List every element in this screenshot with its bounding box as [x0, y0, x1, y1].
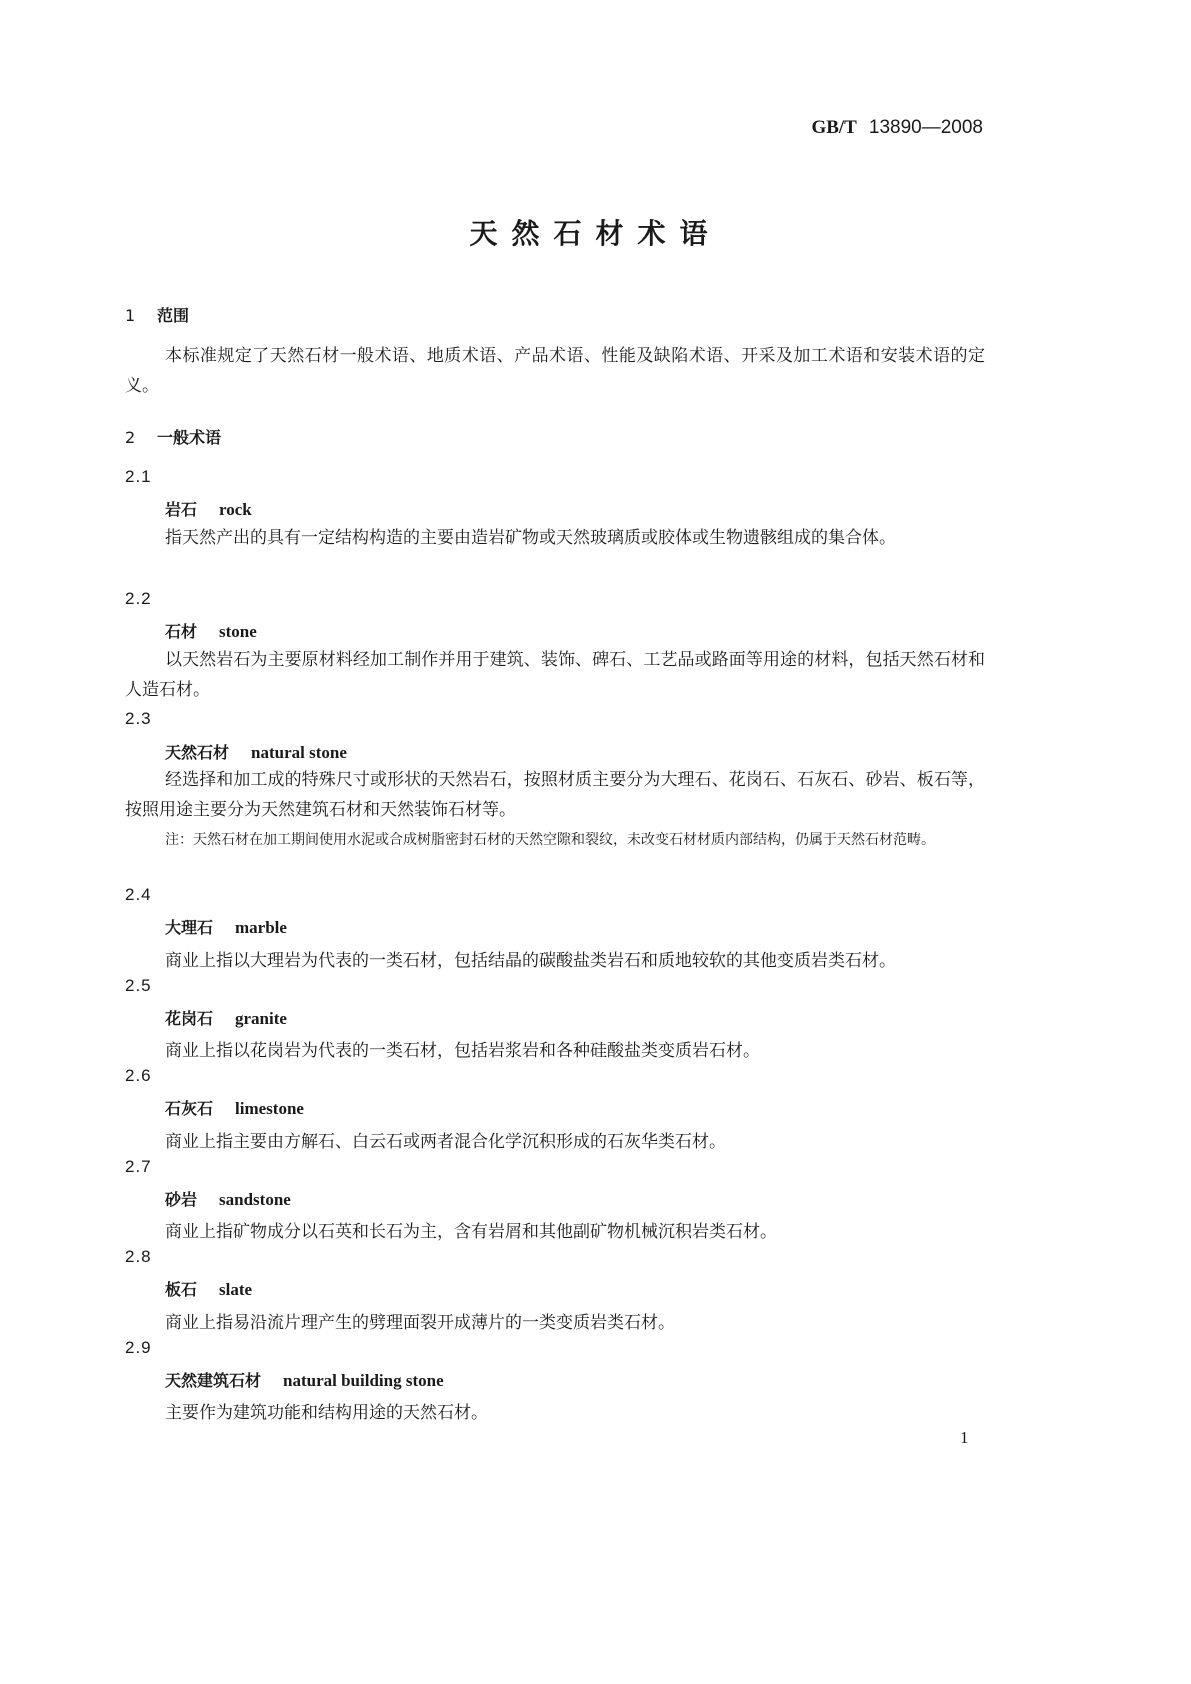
section-number: 2 — [125, 428, 136, 447]
term-en: rock — [219, 500, 252, 519]
term-heading — [165, 1277, 252, 1300]
clause-number: 2.3 — [125, 709, 152, 728]
term-zh: 天然建筑石材 — [165, 1371, 262, 1390]
term-zh: 大理石 — [165, 918, 214, 937]
term-zh: 花岗石 — [165, 1009, 214, 1028]
term-en: granite — [235, 1009, 287, 1028]
term-en: natural stone — [251, 743, 347, 762]
section-heading-general-terms — [125, 425, 221, 448]
term-heading — [165, 1187, 291, 1210]
term-en: sandstone — [219, 1190, 291, 1209]
term-heading — [165, 497, 252, 520]
term-note: 注：天然石材在加工期间使用水泥或合成树脂密封石材的天然空隙和裂纹，未改变石材材质内部结构，仍属于天然石材范畴。 — [165, 832, 935, 848]
term-definition: 商业上指易沿流片理产生的劈理面裂开成薄片的一类变质岩类石材。 — [165, 1313, 675, 1333]
standard-prefix: GB/T — [811, 117, 857, 138]
term-heading — [165, 1368, 444, 1391]
term-definition: 指天然产出的具有一定结构构造的主要由造岩矿物或天然玻璃质或胶体或生物遗骸组成的集合体。 — [165, 528, 896, 548]
term-heading — [165, 915, 287, 938]
term-heading — [165, 740, 347, 763]
clause-number: 2.6 — [125, 1066, 152, 1085]
section-heading-scope — [125, 303, 189, 326]
term-en: marble — [235, 918, 287, 937]
clause-number: 2.1 — [125, 467, 152, 486]
term-zh: 岩石 — [165, 500, 198, 519]
term-definition: 商业上指主要由方解石、白云石或两者混合化学沉积形成的石灰华类石材。 — [165, 1132, 726, 1152]
clause-number: 2.4 — [125, 885, 152, 904]
scope-paragraph: 本标准规定了天然石材一般术语、地质术语、产品术语、性能及缺陷术语、开采及加工术语和安装术语的定义。 — [125, 346, 985, 396]
term-heading — [165, 619, 257, 642]
clause-number: 2.5 — [125, 976, 152, 995]
term-en: limestone — [235, 1099, 304, 1118]
term-definition: 经选择和加工成的特殊尺寸或形状的天然岩石，按照材质主要分为大理石、花岗石、石灰石、砂岩、板石等，按照用途主要分为天然建筑石材和天然装饰石材等。 — [125, 770, 985, 820]
clause-number: 2.7 — [125, 1157, 152, 1176]
standard-code — [811, 116, 983, 139]
term-zh: 板石 — [165, 1280, 198, 1299]
section-title: 一般术语 — [157, 428, 222, 447]
page-number: 1 — [960, 1428, 969, 1447]
term-definition: 商业上指以花岗岩为代表的一类石材，包括岩浆岩和各种硅酸盐类变质岩石材。 — [165, 1041, 760, 1061]
section-title: 范围 — [157, 306, 190, 325]
term-zh: 天然石材 — [165, 743, 230, 762]
term-heading — [165, 1006, 287, 1029]
clause-number: 2.8 — [125, 1247, 152, 1266]
term-definition: 商业上指以大理岩为代表的一类石材，包括结晶的碳酸盐类岩石和质地较软的其他变质岩类石材。 — [165, 951, 896, 971]
clause-number: 2.2 — [125, 589, 152, 608]
term-definition: 主要作为建筑功能和结构用途的天然石材。 — [165, 1403, 488, 1423]
term-heading — [165, 1096, 304, 1119]
term-zh: 石材 — [165, 622, 198, 641]
term-en: stone — [219, 622, 257, 641]
section-number: 1 — [125, 306, 136, 325]
clause-number: 2.9 — [125, 1338, 152, 1357]
term-en: slate — [219, 1280, 253, 1299]
term-en: natural building stone — [283, 1371, 444, 1390]
term-zh: 砂岩 — [165, 1190, 198, 1209]
standard-number: 13890—2008 — [868, 117, 983, 138]
document-title: 天然石材术语 — [469, 217, 722, 250]
term-zh: 石灰石 — [165, 1099, 214, 1118]
term-definition: 商业上指矿物成分以石英和长石为主，含有岩屑和其他副矿物机械沉积岩类石材。 — [165, 1222, 777, 1242]
term-definition: 以天然岩石为主要原材料经加工制作并用于建筑、装饰、碑石、工艺品或路面等用途的材料，包括天然石材和人造石材。 — [125, 650, 985, 700]
